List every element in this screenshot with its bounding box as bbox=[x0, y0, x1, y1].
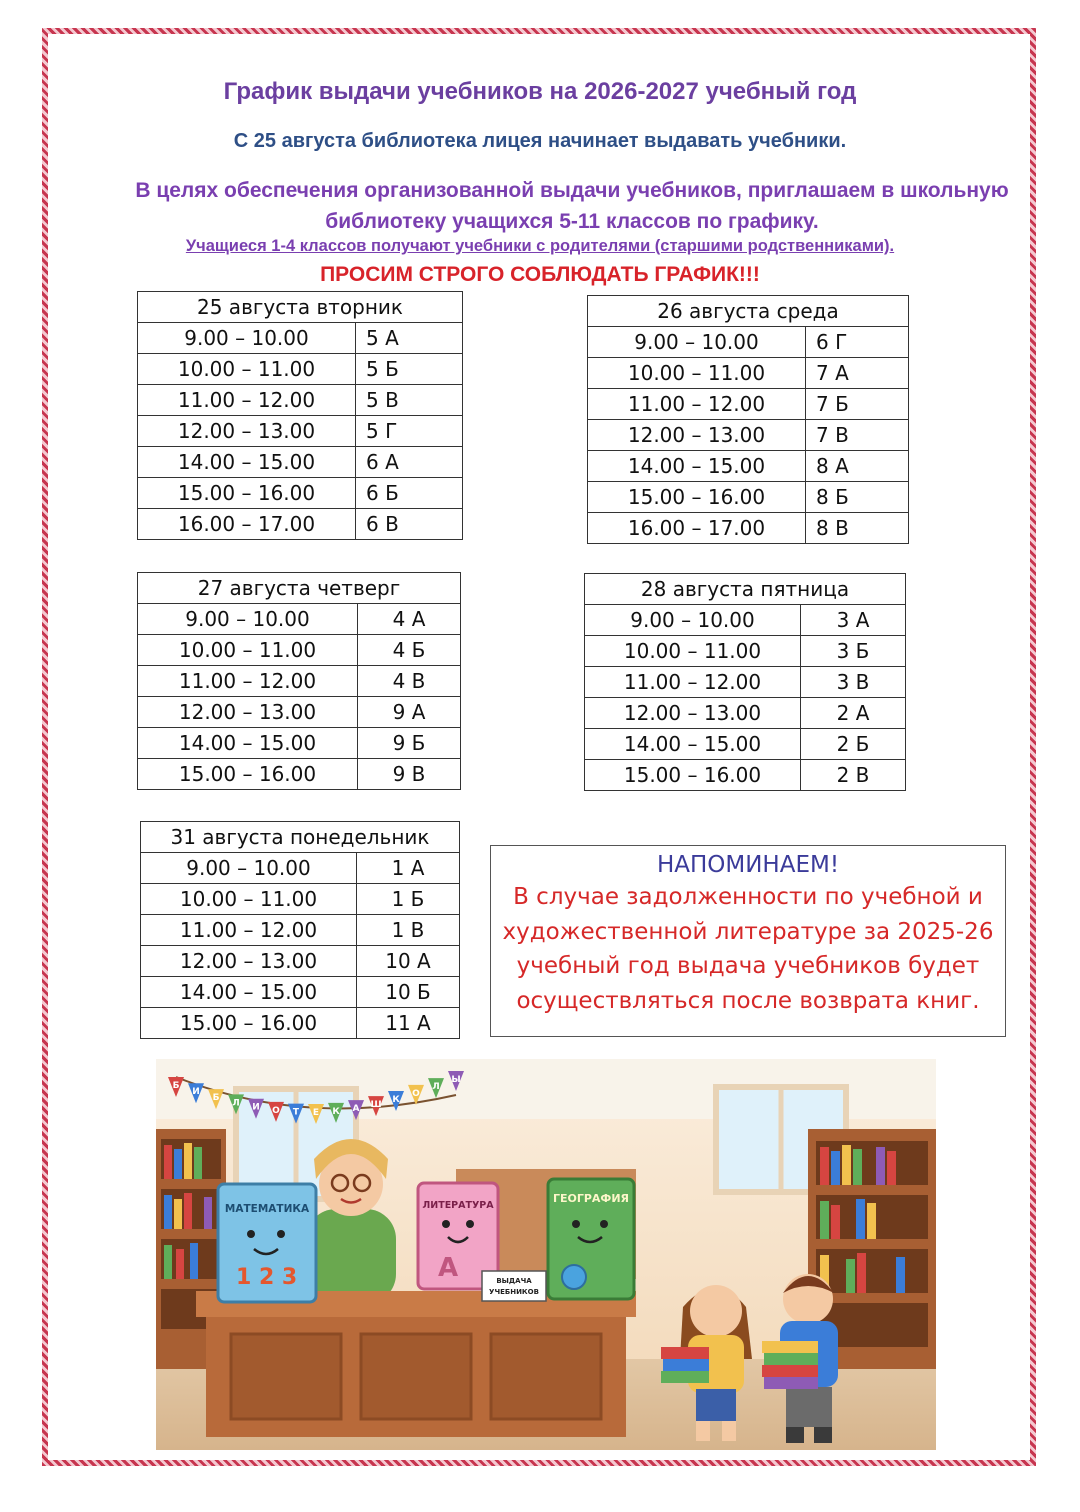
class-name: 5 Б bbox=[356, 354, 463, 385]
schedule-row bbox=[138, 416, 463, 447]
class-name: 9 Б bbox=[358, 728, 461, 759]
schedule-row bbox=[585, 729, 906, 760]
page-title: График выдачи учебников на 2026-2027 учебный год bbox=[223, 78, 857, 105]
time-slot: 15.00 – 16.00 bbox=[588, 482, 806, 513]
banner-letter: Л bbox=[232, 1098, 240, 1109]
class-name: 10 Б bbox=[357, 977, 460, 1008]
banner-letter: К bbox=[392, 1094, 400, 1105]
time-slot: 12.00 – 13.00 bbox=[141, 946, 357, 977]
time-slot: 10.00 – 11.00 bbox=[138, 635, 358, 666]
reminder-line: осуществляться после возврата книг. bbox=[516, 987, 980, 1014]
class-name: 1 Б bbox=[357, 884, 460, 915]
schedule-row bbox=[138, 385, 463, 416]
library-desk bbox=[196, 1291, 636, 1437]
schedule-row bbox=[138, 604, 461, 635]
class-name: 1 В bbox=[357, 915, 460, 946]
schedule-row bbox=[138, 323, 463, 354]
class-name: 2 Б bbox=[801, 729, 906, 760]
class-name: 5 В bbox=[356, 385, 463, 416]
banner-letter: И bbox=[252, 1102, 260, 1113]
schedule-row bbox=[141, 977, 460, 1008]
banner-letter: К bbox=[332, 1106, 340, 1117]
banner-letter: И bbox=[192, 1087, 200, 1098]
primary-grades-note: Учащиеся 1-4 классов получают учебники с родителями (старшими родственниками). bbox=[185, 237, 895, 255]
reminder-line: В случае задолженности по учебной и bbox=[513, 884, 983, 910]
schedule-row bbox=[138, 728, 461, 759]
banner-letter: Е bbox=[312, 1108, 320, 1118]
reminder-body bbox=[491, 880, 1005, 1018]
class-name: 9 А bbox=[358, 697, 461, 728]
class-name: 8 В bbox=[806, 513, 909, 544]
time-slot: 10.00 – 11.00 bbox=[141, 884, 357, 915]
class-name: 5 Г bbox=[356, 416, 463, 447]
time-slot: 15.00 – 16.00 bbox=[138, 759, 358, 790]
schedule-row bbox=[588, 420, 909, 451]
schedule-row bbox=[138, 509, 463, 540]
intro-line: С 25 августа библиотека лицея начинает выдавать учебники. bbox=[233, 130, 847, 152]
class-name: 1 А bbox=[357, 853, 460, 884]
time-slot: 15.00 – 16.00 bbox=[138, 478, 356, 509]
time-slot: 12.00 – 13.00 bbox=[138, 697, 358, 728]
math-book-character bbox=[218, 1184, 316, 1302]
schedule-row bbox=[588, 482, 909, 513]
class-name: 11 А bbox=[357, 1008, 460, 1039]
time-slot: 10.00 – 11.00 bbox=[585, 636, 801, 667]
schedule-row bbox=[141, 853, 460, 884]
time-slot: 14.00 – 15.00 bbox=[588, 451, 806, 482]
schedule-row bbox=[138, 635, 461, 666]
schedule-row bbox=[141, 946, 460, 977]
banner-letter: А bbox=[352, 1104, 360, 1115]
literature-book-label: ЛИТЕРАТУРА bbox=[422, 1200, 494, 1211]
banner-letter: О bbox=[412, 1088, 420, 1099]
schedule-day-header: 27 августа четверг bbox=[138, 573, 461, 604]
class-name: 4 В bbox=[358, 666, 461, 697]
time-slot: 16.00 – 17.00 bbox=[138, 509, 356, 540]
class-name: 3 В bbox=[801, 667, 906, 698]
schedule-row bbox=[138, 697, 461, 728]
schedule-table-aug-31 bbox=[140, 821, 460, 1039]
schedule-row bbox=[585, 760, 906, 791]
schedule-row bbox=[141, 1008, 460, 1039]
schedule-row bbox=[138, 478, 463, 509]
time-slot: 14.00 – 15.00 bbox=[138, 447, 356, 478]
schedule-row bbox=[588, 327, 909, 358]
schedule-row bbox=[588, 358, 909, 389]
schedule-table-aug-27 bbox=[137, 572, 461, 790]
class-name: 2 В bbox=[801, 760, 906, 791]
time-slot: 9.00 – 10.00 bbox=[585, 605, 801, 636]
time-slot: 15.00 – 16.00 bbox=[141, 1008, 357, 1039]
desk-sign bbox=[482, 1271, 546, 1301]
schedule-day-header: 25 августа вторник bbox=[138, 292, 463, 323]
schedule-row bbox=[585, 636, 906, 667]
desk-sign-line: ВЫДАЧА bbox=[496, 1277, 532, 1285]
class-name: 8 Б bbox=[806, 482, 909, 513]
geography-book-label: ГЕОГРАФИЯ bbox=[552, 1192, 630, 1205]
banner-letter: Л bbox=[432, 1082, 440, 1093]
banner-letter: Ш bbox=[370, 1100, 382, 1111]
reminder-line: учебный год выдача учебников будет bbox=[516, 953, 980, 979]
library-illustration bbox=[156, 1059, 936, 1450]
class-name: 7 Б bbox=[806, 389, 909, 420]
class-name: 10 А bbox=[357, 946, 460, 977]
schedule-row bbox=[588, 451, 909, 482]
time-slot: 15.00 – 16.00 bbox=[585, 760, 801, 791]
time-slot: 10.00 – 11.00 bbox=[588, 358, 806, 389]
schedule-day-header: 26 августа среда bbox=[588, 296, 909, 327]
time-slot: 11.00 – 12.00 bbox=[138, 385, 356, 416]
class-name: 6 Г bbox=[806, 327, 909, 358]
class-name: 9 В bbox=[358, 759, 461, 790]
time-slot: 12.00 – 13.00 bbox=[588, 420, 806, 451]
banner-letter: Т bbox=[292, 1107, 300, 1118]
math-book-label: МАТЕМАТИКА bbox=[224, 1203, 310, 1215]
schedule-row bbox=[138, 447, 463, 478]
class-name: 6 В bbox=[356, 509, 463, 540]
schedule-row bbox=[585, 698, 906, 729]
time-slot: 14.00 – 15.00 bbox=[138, 728, 358, 759]
time-slot: 9.00 – 10.00 bbox=[138, 323, 356, 354]
time-slot: 11.00 – 12.00 bbox=[138, 666, 358, 697]
schedule-table-aug-25 bbox=[137, 291, 463, 540]
schedule-row bbox=[585, 667, 906, 698]
schedule-row bbox=[138, 666, 461, 697]
class-name: 3 А bbox=[801, 605, 906, 636]
time-slot: 10.00 – 11.00 bbox=[138, 354, 356, 385]
class-name: 5 А bbox=[356, 323, 463, 354]
time-slot: 11.00 – 12.00 bbox=[141, 915, 357, 946]
reminder-box bbox=[490, 845, 1006, 1037]
time-slot: 11.00 – 12.00 bbox=[588, 389, 806, 420]
banner-letter: Б bbox=[212, 1093, 220, 1104]
schedule-row bbox=[138, 354, 463, 385]
schedule-row bbox=[141, 915, 460, 946]
schedule-row bbox=[585, 605, 906, 636]
class-name: 7 А bbox=[806, 358, 909, 389]
class-name: 7 В bbox=[806, 420, 909, 451]
class-name: 4 А bbox=[358, 604, 461, 635]
schedule-row bbox=[588, 513, 909, 544]
svg-text:1 2 3: 1 2 3 bbox=[236, 1265, 298, 1290]
invitation-text: В целях обеспечения организованной выдачи учебников, приглашаем в школьную библиотеку учащихся 5-11 классов по графику. bbox=[135, 179, 1009, 233]
schedule-row bbox=[588, 389, 909, 420]
banner-letter: Ы bbox=[451, 1075, 461, 1085]
warning-text: ПРОСИМ СТРОГО СОБЛЮДАТЬ ГРАФИК!!! bbox=[320, 263, 760, 286]
schedule-day-header: 31 августа понедельник bbox=[141, 822, 460, 853]
time-slot: 16.00 – 17.00 bbox=[588, 513, 806, 544]
schedule-row bbox=[138, 759, 461, 790]
librarian-figure bbox=[306, 1139, 396, 1304]
schedule-day-header: 28 августа пятница bbox=[585, 574, 906, 605]
time-slot: 11.00 – 12.00 bbox=[585, 667, 801, 698]
banner-letter: Б bbox=[172, 1081, 180, 1091]
library-scene-svg bbox=[156, 1059, 936, 1450]
class-name: 3 Б bbox=[801, 636, 906, 667]
time-slot: 14.00 – 15.00 bbox=[141, 977, 357, 1008]
reminder-line: художественной литературе за 2025-26 bbox=[502, 918, 994, 945]
time-slot: 9.00 – 10.00 bbox=[588, 327, 806, 358]
class-name: 6 А bbox=[356, 447, 463, 478]
class-name: 4 Б bbox=[358, 635, 461, 666]
time-slot: 12.00 – 13.00 bbox=[585, 698, 801, 729]
class-name: 2 А bbox=[801, 698, 906, 729]
time-slot: 14.00 – 15.00 bbox=[585, 729, 801, 760]
desk-sign-line: УЧЕБНИКОВ bbox=[489, 1288, 539, 1296]
time-slot: 9.00 – 10.00 bbox=[138, 604, 358, 635]
reminder-heading: НАПОМИНАЕМ! bbox=[656, 852, 840, 878]
svg-text:А: А bbox=[438, 1253, 459, 1283]
banner-letter: О bbox=[272, 1105, 280, 1116]
schedule-table-aug-26 bbox=[587, 295, 909, 544]
class-name: 6 Б bbox=[356, 478, 463, 509]
time-slot: 9.00 – 10.00 bbox=[141, 853, 357, 884]
time-slot: 12.00 – 13.00 bbox=[138, 416, 356, 447]
schedule-table-aug-28 bbox=[584, 573, 906, 791]
schedule-row bbox=[141, 884, 460, 915]
class-name: 8 А bbox=[806, 451, 909, 482]
